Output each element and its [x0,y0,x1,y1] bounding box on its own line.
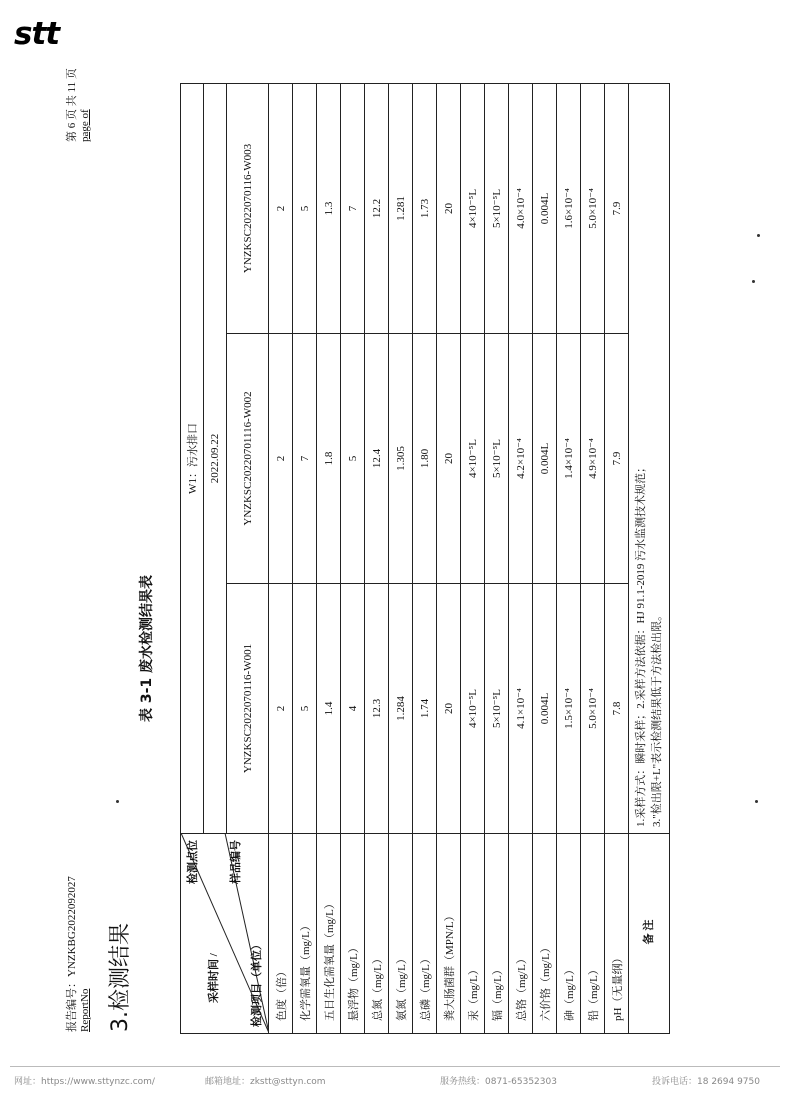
results-body [269,83,629,1033]
result-value-cell: 1.74 [413,584,437,834]
result-value-cell: 2 [269,83,293,333]
test-item-cell: 汞（mg/L） [461,834,485,1034]
table-row [581,83,605,1033]
result-value-cell: 7.9 [605,334,629,584]
result-value-cell: 7 [293,334,317,584]
scan-speck [757,234,760,237]
table-title: 表 3-1 废水检测结果表 [139,574,155,722]
test-item-cell: 总氮（mg/L） [365,834,389,1034]
result-value-cell: 5×10⁻⁵L [485,83,509,333]
result-value-cell: 4.9×10⁻⁴ [581,334,605,584]
result-value-cell: 5×10⁻⁵L [485,334,509,584]
table-row [533,83,557,1033]
diag-label-site: 检测点位 [187,840,199,884]
diag-label-item: 检测项目（单位） [251,939,263,1027]
table-row [413,83,437,1033]
page-number-en: page of [79,109,91,142]
result-value-cell: 1.3 [317,83,341,333]
footer-divider [10,1066,780,1067]
result-value-cell: 4×10⁻⁵L [461,83,485,333]
test-item-cell: 粪大肠菌群（MPN/L） [437,834,461,1034]
result-value-cell: 4.2×10⁻⁴ [509,334,533,584]
test-item-cell: 砷（mg/L） [557,834,581,1034]
result-value-cell: 1.281 [389,83,413,333]
table-row [509,83,533,1033]
table-row [269,83,293,1033]
result-value-cell: 12.4 [365,334,389,584]
result-value-cell: 2 [269,334,293,584]
scan-speck [116,800,119,803]
result-value-cell: 12.3 [365,584,389,834]
table-row [341,83,365,1033]
result-value-cell: 2 [269,584,293,834]
test-item-cell: 化学需氧量（mg/L） [293,834,317,1034]
table-row [389,83,413,1033]
result-value-cell: 1.80 [413,334,437,584]
test-item-cell: pH（无量纲） [605,834,629,1034]
table-row [461,83,485,1033]
sample-id-2: YNZKSC20220701116-W002 [227,334,269,584]
test-item-cell: 总铬（mg/L） [509,834,533,1034]
table-row [293,83,317,1033]
report-no: YNZKBG2022092027 [66,876,78,977]
result-value-cell: 0.004L [533,334,557,584]
header-row-site [181,83,204,1033]
test-item-cell: 镉（mg/L） [485,834,509,1034]
test-item-cell: 铅（mg/L） [581,834,605,1034]
results-table [180,83,670,1034]
diag-label-sample: 样品编号 [230,840,242,884]
page-number-header [66,68,92,142]
site-cell: W1：污水排口 [181,83,204,833]
result-value-cell: 1.5×10⁻⁴ [557,584,581,834]
scan-speck [752,280,755,283]
result-value-cell: 1.284 [389,584,413,834]
table-row [557,83,581,1033]
date-cell: 2022.09.22 [204,83,227,833]
diagonal-header-cell [181,834,269,1034]
result-value-cell: 7.9 [605,83,629,333]
result-value-cell: 5×10⁻⁵L [485,584,509,834]
scan-speck [755,800,758,803]
table-row [437,83,461,1033]
result-value-cell: 4.0×10⁻⁴ [509,83,533,333]
result-value-cell: 5 [293,584,317,834]
test-item-cell: 色度（倍） [269,834,293,1034]
report-number-header [66,876,92,1032]
company-logo: stt [14,16,60,52]
sample-id-1: YNZKSC2022070116-W001 [227,584,269,834]
result-value-cell: 20 [437,584,461,834]
note-label: 备 注 [629,834,670,1034]
table-row [605,83,629,1033]
note-line-2: 3."检出限+L"表示检测结果低于方法检出限。 [651,609,663,827]
result-value-cell: 5 [293,83,317,333]
note-content [629,83,670,833]
result-value-cell: 1.4×10⁻⁴ [557,334,581,584]
report-no-en: ReportNo [79,988,91,1032]
table-row [485,83,509,1033]
result-value-cell: 20 [437,83,461,333]
test-item-cell: 氨氮（mg/L） [389,834,413,1034]
table-row [317,83,341,1033]
footer-website: 网址：https://www.sttynzc.com/ [14,1077,155,1087]
result-value-cell: 7.8 [605,584,629,834]
result-value-cell: 1.73 [413,83,437,333]
result-value-cell: 4 [341,584,365,834]
page-number: 第 6 页 共 11 页 [66,68,78,142]
result-value-cell: 4×10⁻⁵L [461,334,485,584]
section-title: 3.检测结果 [108,923,133,1032]
test-item-cell: 六价铬（mg/L） [533,834,557,1034]
footer-email: 邮箱地址：zkstt@sttyn.com [205,1077,326,1087]
result-value-cell: 0.004L [533,584,557,834]
test-item-cell: 总磷（mg/L） [413,834,437,1034]
result-value-cell: 1.6×10⁻⁴ [557,83,581,333]
note-row [629,83,670,1033]
result-value-cell: 5.0×10⁻⁴ [581,83,605,333]
result-value-cell: 1.4 [317,584,341,834]
sample-id-3: YNZKSC2022070116-W003 [227,83,269,333]
footer-complaint: 投诉电话：18 2694 9750 [652,1077,760,1087]
note-line-1: 1.采样方式：瞬时采样；2.采样方法依据：HJ 91.1-2019 污水监测技术规范； [635,461,647,827]
result-value-cell: 20 [437,334,461,584]
result-value-cell: 5 [341,334,365,584]
result-value-cell: 7 [341,83,365,333]
diag-label-time: 采样时间 / [208,953,220,1003]
report-no-label: 报告编号： [66,977,78,1032]
result-value-cell: 12.2 [365,83,389,333]
result-value-cell: 0.004L [533,83,557,333]
result-value-cell: 5.0×10⁻⁴ [581,584,605,834]
result-value-cell: 4×10⁻⁵L [461,584,485,834]
test-item-cell: 五日生化需氧量（mg/L） [317,834,341,1034]
test-item-cell: 悬浮物（mg/L） [341,834,365,1034]
page-footer [0,1070,790,1090]
footer-phone: 服务热线：0871-65352303 [440,1077,557,1087]
result-value-cell: 4.1×10⁻⁴ [509,584,533,834]
table-row [365,83,389,1033]
result-value-cell: 1.305 [389,334,413,584]
result-value-cell: 1.8 [317,334,341,584]
